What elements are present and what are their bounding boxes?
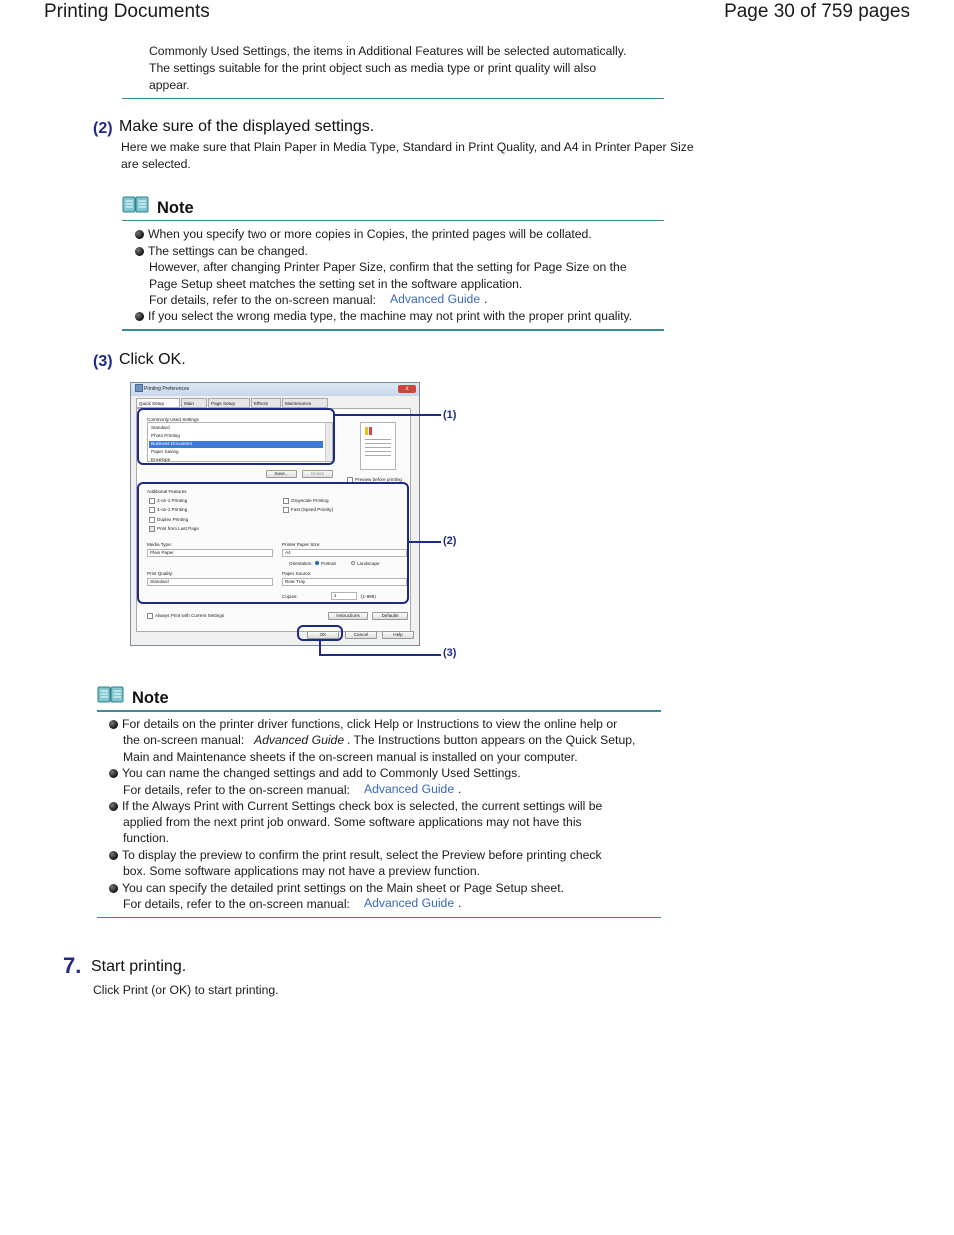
media-type-value: Plain Paper: [150, 550, 174, 555]
bullet-icon: [109, 769, 118, 778]
delete-button[interactable]: Delete: [302, 470, 333, 478]
paper-source-value: Rear Tray: [285, 579, 306, 584]
callout-3-label: (3): [443, 647, 457, 659]
printer-icon: [135, 384, 143, 392]
tab-quick-setup[interactable]: Quick Setup: [136, 398, 180, 408]
feature-label: Print from Last Page: [157, 526, 199, 531]
note-2-item-4-line-2: box. Some software applications may not have a preview function.: [123, 864, 481, 878]
note-2-item-3-line-3: function.: [123, 831, 170, 845]
note-2-title: Note: [132, 689, 169, 707]
cancel-button[interactable]: Cancel: [345, 631, 377, 639]
copies-label: Copies:: [282, 594, 298, 599]
dialog-title-bar: [131, 383, 419, 396]
landscape-label: Landscape: [357, 561, 380, 566]
note-1-title: Note: [157, 199, 194, 217]
list-item[interactable]: Envelope: [151, 457, 171, 462]
bullet-icon: [109, 802, 118, 811]
feature-label: Fast (Speed Priority): [291, 507, 334, 512]
note-1-item-3: If you select the wrong media type, the machine may not print with the proper print quality.: [148, 309, 633, 323]
print-quality-label: Print Quality:: [147, 571, 174, 576]
tab-main[interactable]: Main: [181, 398, 207, 408]
feature-label: 2-on-1 Printing: [157, 498, 188, 503]
bullet-icon: [135, 247, 144, 256]
note-2-item-2-line-1: You can name the changed settings and add to Commonly Used Settings.: [122, 766, 521, 780]
help-button[interactable]: Help: [382, 631, 414, 639]
tab-maintenance[interactable]: Maintenance: [282, 398, 328, 408]
advanced-guide-link[interactable]: Advanced Guide: [364, 896, 455, 910]
step-3-number: (3): [93, 353, 113, 370]
note-1-item-2-line-3: Page Setup sheet matches the setting set in the software application.: [149, 277, 523, 291]
tab-page-setup[interactable]: Page Setup: [208, 398, 250, 408]
divider: [122, 329, 664, 331]
note-2-item-1-line-2c: . The Instructions button appears on the Quick Setup,: [347, 733, 636, 747]
feature-label: 4-on-1 Printing: [157, 507, 188, 512]
paper-size-value: A4: [285, 550, 291, 555]
note-1-item-2-line-2: However, after changing Printer Paper Size, confirm that the setting for Page Size on the: [149, 260, 627, 274]
divider: [97, 710, 661, 712]
step-2-title: Make sure of the displayed settings.: [119, 118, 375, 135]
note-2-item-3-line-1: If the Always Print with Current Settings check box is selected, the current settings will be: [122, 799, 603, 813]
feature-label: Duplex Printing: [157, 517, 189, 522]
copies-value: 1: [334, 593, 337, 598]
callout-3-line: [319, 654, 441, 656]
callout-2-line: [409, 541, 441, 543]
note-1-item-1: When you specify two or more copies in Copies, the printed pages will be collated.: [148, 227, 592, 241]
dialog-title: Printing Preferences: [144, 386, 190, 392]
note-2-item-3-line-2: applied from the next print job onward. Some software applications may not have this: [123, 815, 582, 829]
document-title: Printing Documents: [44, 1, 210, 22]
bullet-icon: [109, 851, 118, 860]
page-indicator: Page 30 of 759 pages: [724, 1, 910, 22]
note-2-item-1-line-1: For details on the printer driver functions, click Help or Instructions to view the online help or: [122, 717, 618, 731]
callout-2-highlight: [137, 482, 409, 604]
bullet-icon: [109, 884, 118, 893]
period: .: [458, 782, 462, 796]
always-print-checkbox[interactable]: [147, 613, 153, 619]
divider: [97, 917, 661, 918]
intro-line-1: Commonly Used Settings, the items in Additional Features will be selected automatically.: [149, 44, 627, 58]
callout-1-line: [335, 414, 441, 416]
callout-3-highlight: [297, 625, 343, 641]
step-2-number: (2): [93, 120, 113, 137]
step-7-text: Click Print (or OK) to start printing.: [93, 983, 279, 997]
ok-button[interactable]: OK: [307, 631, 339, 639]
note-2-item-5-line-1: You can specify the detailed print settings on the Main sheet or Page Setup sheet.: [122, 881, 564, 895]
bullet-icon: [109, 720, 118, 729]
close-icon[interactable]: x: [398, 385, 416, 393]
step-2-line-2: are selected.: [121, 157, 191, 171]
step-7-title: Start printing.: [91, 958, 187, 975]
defaults-button[interactable]: Defaults: [372, 612, 408, 620]
intro-line-3: appear.: [149, 78, 190, 92]
divider: [122, 220, 664, 221]
list-item[interactable]: Standard: [151, 425, 170, 430]
commonly-used-label: Commonly Used Settings: [147, 417, 199, 422]
note-book-icon: [122, 195, 150, 215]
bullet-icon: [135, 230, 144, 239]
save-button[interactable]: Save...: [266, 470, 297, 478]
step-2-line-1: Here we make sure that Plain Paper in Media Type, Standard in Print Quality, and A4 in Printer Paper Size: [121, 140, 694, 154]
note-2-item-4-line-1: To display the preview to confirm the print result, select the Preview before printing check: [122, 848, 602, 862]
divider: [122, 98, 664, 99]
note-2-item-2-reference: For details, refer to the on-screen manual:: [123, 783, 350, 797]
list-item[interactable]: Paper Saving: [151, 449, 179, 454]
bullet-icon: [135, 312, 144, 321]
note-1-item-2: The settings can be changed.: [148, 244, 308, 258]
additional-features-label: Additional Features: [147, 489, 187, 494]
advanced-guide-link[interactable]: Advanced Guide: [390, 292, 481, 306]
feature-label: Grayscale Printing: [291, 498, 329, 503]
step-7-number: 7.: [63, 953, 82, 978]
callout-1-label: (1): [443, 409, 457, 421]
note-2-item-1-line-3: Main and Maintenance sheets if the on-screen manual is installed on your computer.: [123, 750, 578, 764]
paper-source-label: Paper Source:: [282, 571, 312, 576]
callout-2-label: (2): [443, 535, 457, 547]
list-item-selected[interactable]: Business Document: [149, 441, 323, 448]
paper-size-label: Printer Paper Size:: [282, 542, 321, 547]
note-2-item-1-line-2a: the on-screen manual:: [123, 733, 245, 747]
orientation-label: Orientation:: [289, 561, 313, 566]
intro-line-2: The settings suitable for the print object such as media type or print quality will also: [149, 61, 597, 75]
tab-effects[interactable]: Effects: [251, 398, 281, 408]
note-1-item-2-reference: For details, refer to the on-screen manual:: [149, 293, 376, 307]
note-2-item-5-reference: For details, refer to the on-screen manual:: [123, 897, 350, 911]
print-quality-value: Standard: [150, 579, 169, 584]
note-book-icon: [97, 685, 125, 705]
callout-1-highlight: [137, 408, 335, 465]
advanced-guide-link[interactable]: Advanced Guide: [364, 782, 455, 796]
media-type-label: Media Type:: [147, 542, 172, 547]
always-print-label: Always Print with Current Settings: [155, 613, 225, 618]
step-3-title: Click OK.: [119, 351, 186, 368]
instructions-button[interactable]: Instructions: [328, 612, 368, 620]
preview-label: Preview before printing: [355, 477, 402, 482]
advanced-guide-text: Advanced Guide: [254, 733, 345, 747]
copies-range: (1-999): [361, 594, 376, 599]
period: .: [458, 896, 462, 910]
period: .: [484, 292, 488, 306]
portrait-label: Portrait: [321, 561, 336, 566]
list-item[interactable]: Photo Printing: [151, 433, 180, 438]
preview-thumbnail: [360, 422, 396, 470]
